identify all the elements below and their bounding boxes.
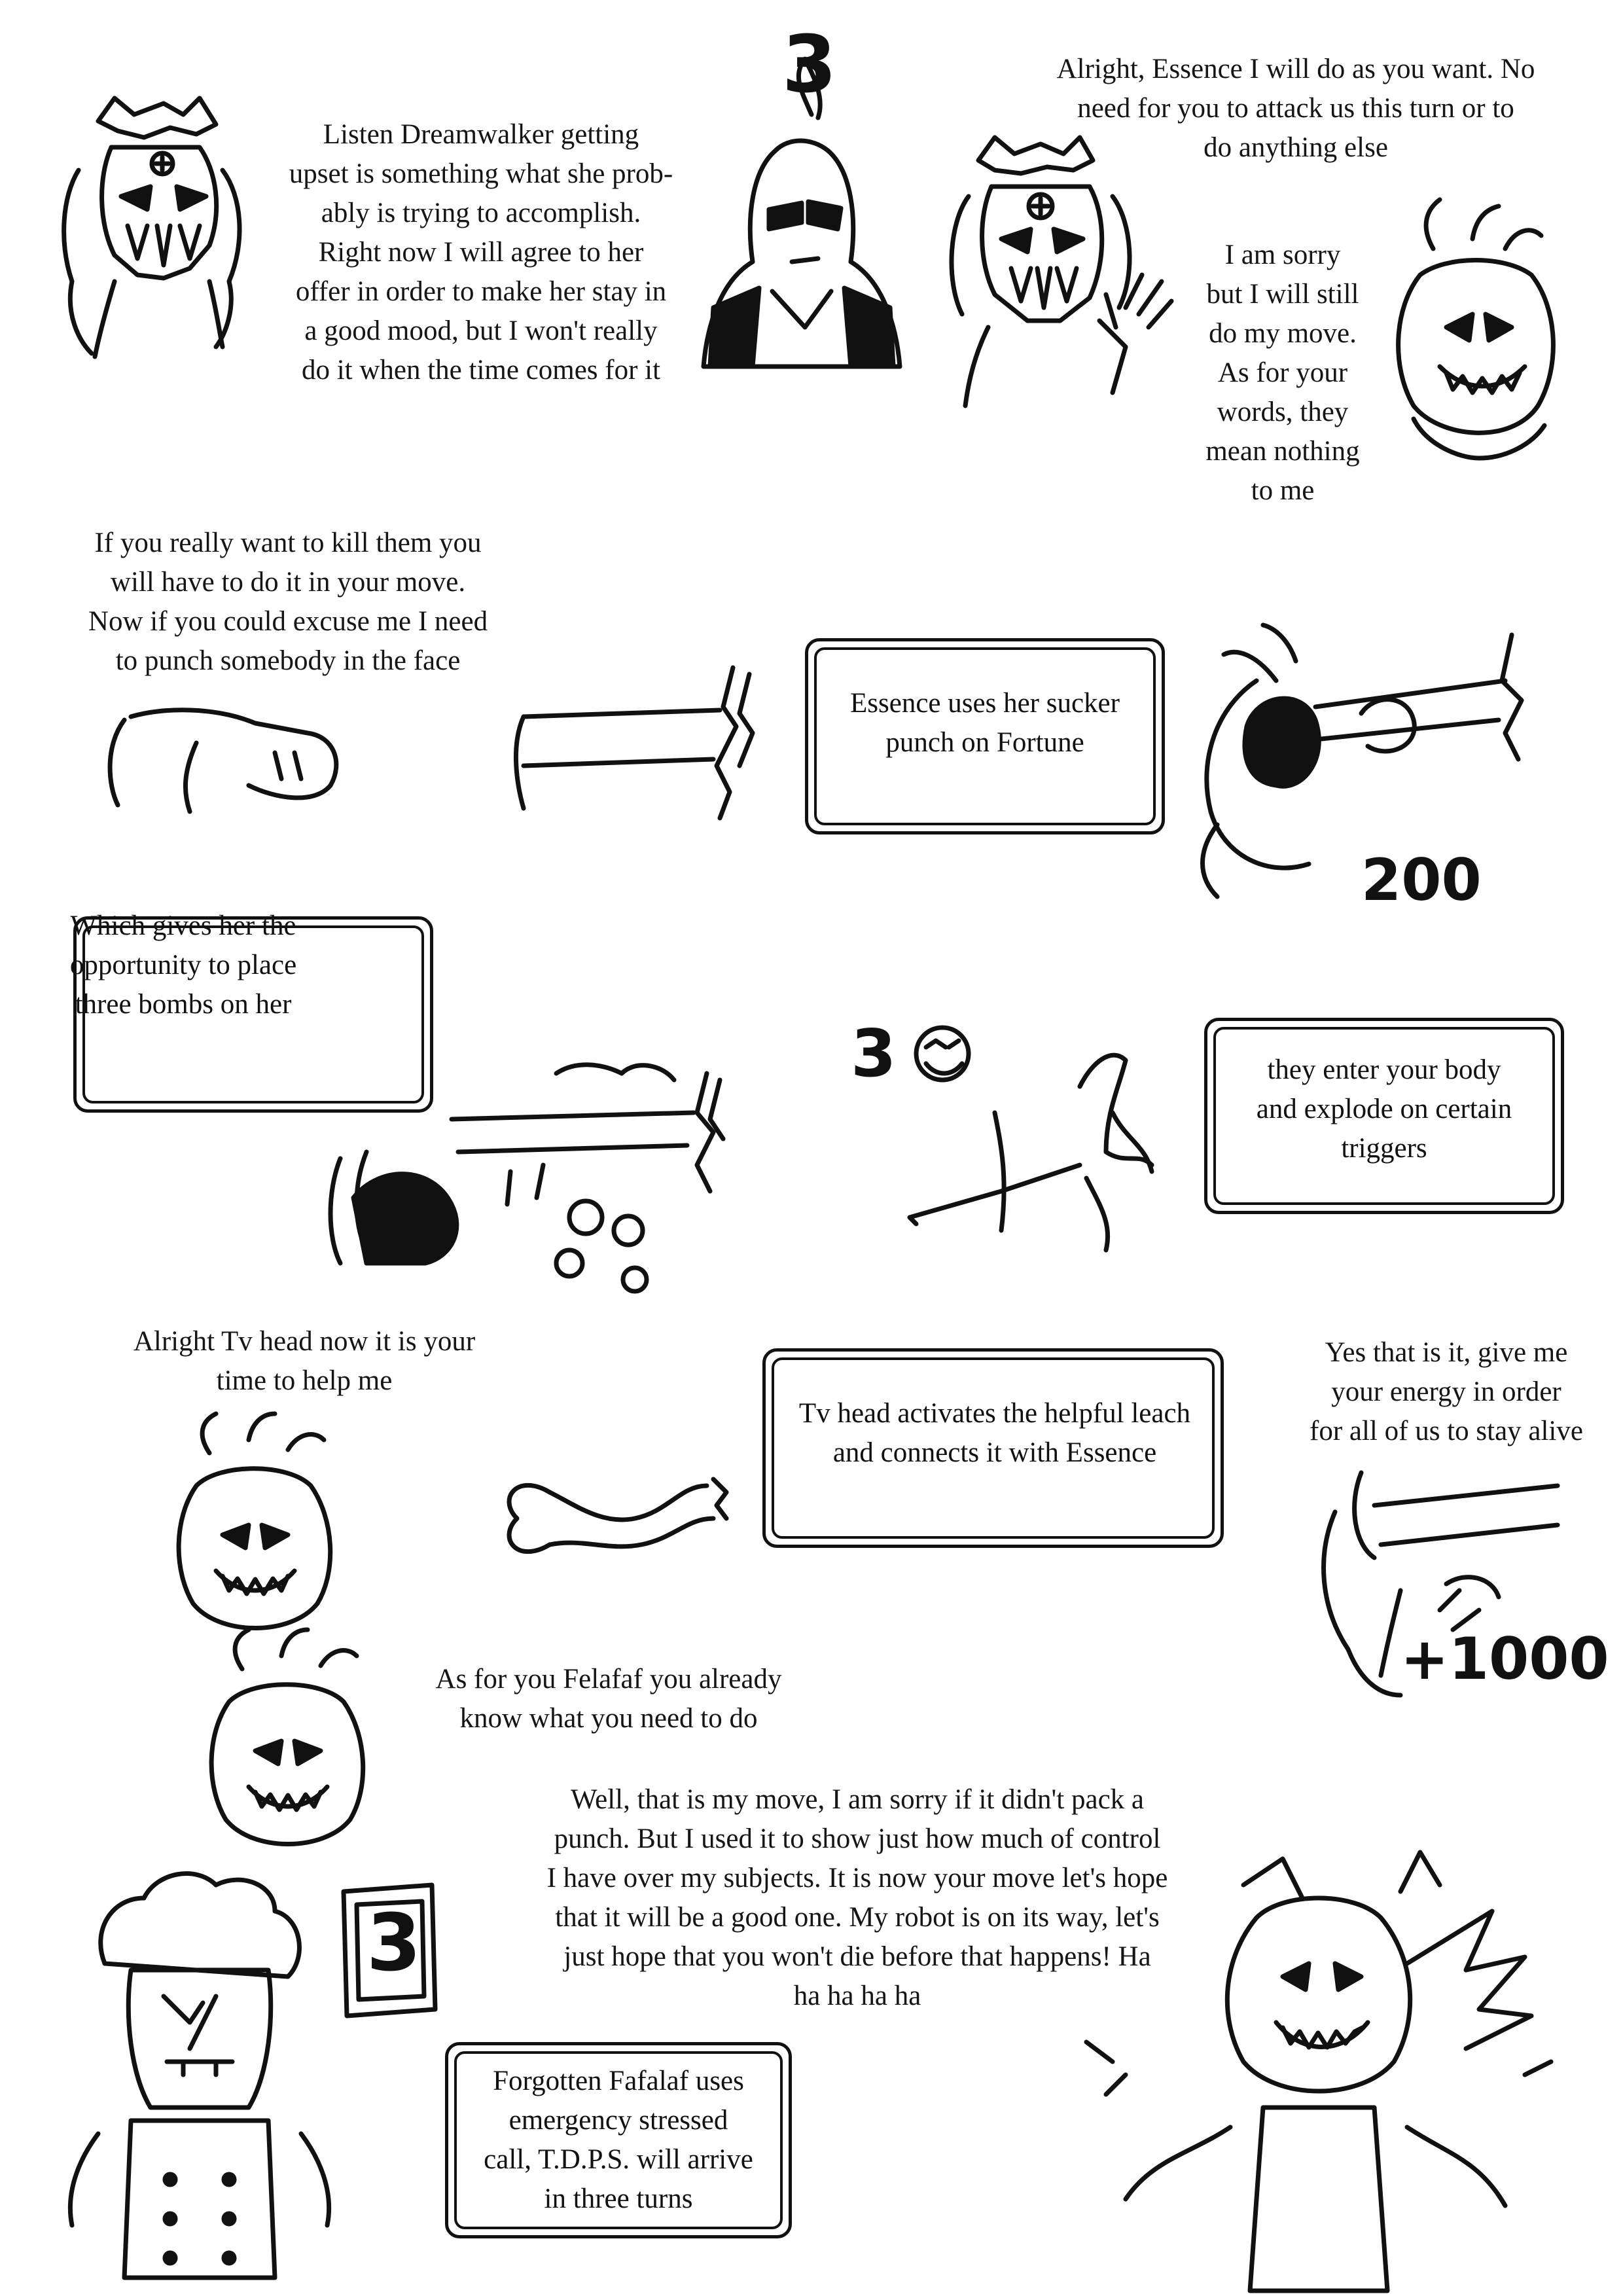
arm-reaching-drawing	[110, 710, 336, 812]
masked-character-waving-drawing	[952, 137, 1171, 406]
speech-tv-head: Alright Tv head now it is your time to help me	[133, 1326, 476, 1396]
speech-kill-them: If you really want to kill them you will have to do it in your move. Now if you could excuse me I need to punch somebody in the face	[88, 528, 488, 676]
turns-counter: 3	[366, 1898, 421, 1989]
turn-counter: 3	[782, 20, 837, 111]
bomb-counter-drawing	[916, 1028, 969, 1080]
heal-number: +1000	[1400, 1625, 1609, 1693]
narration-bombs: Which gives her the opportunity to place three bombs on her	[69, 910, 297, 1020]
speech-alright-essence: Alright, Essence I will do as you want. No need for you to attack us this turn or to do anything else	[1056, 54, 1535, 163]
speech-final: Well, that is my move, I am sorry if it didn't pack a punch. But I used it to show just how much of control I have over my subjects. It is now your move let's hope that it will be a good one. My robot is on its way, let's just hope that you won't die before that happens! Ha ha ha ha ha	[546, 1784, 1168, 2011]
narration-leach: Tv head activates the helpful leach and connects it with Essence	[798, 1398, 1191, 1468]
speech-give-energy: Yes that is it, give me your energy in order for all of us to stay alive	[1310, 1337, 1583, 1446]
grinning-character-2-drawing	[179, 1414, 330, 1628]
grinning-character-drawing	[1399, 200, 1554, 458]
damage-number: 200	[1361, 846, 1482, 914]
arm-through-portal-drawing	[516, 668, 753, 818]
felafaf-character-drawing	[70, 1874, 329, 2278]
speech-essence-reply: I am sorry but I will still do my move. As for your words, they mean nothing to me	[1205, 240, 1360, 506]
narration-explode: they enter your body and explode on certain triggers	[1256, 1054, 1512, 1164]
masked-character-drawing	[64, 98, 240, 357]
narration-stressed-call: Forgotten Fafalaf uses emergency stressed call, T.D.P.S. will arrive in three turns	[484, 2066, 753, 2214]
leech-drawing	[509, 1479, 726, 1552]
grinning-character-3-drawing	[211, 1630, 363, 1844]
speech-dreamwalker: Listen Dreamwalker getting upset is something what she prob- ably is trying to accomplish. Right now I will agree to her offer in order to make her stay in a good mood, but I won't really do it when the time comes for it	[289, 119, 673, 386]
flaming-arm-drawing	[910, 1055, 1152, 1250]
speech-felafaf: As for you Felafaf you already know what you need to do	[435, 1664, 782, 1734]
bomb-counter: 3	[851, 1015, 897, 1092]
narration-sucker-punch: Essence uses her sucker punch on Fortune	[850, 688, 1120, 758]
